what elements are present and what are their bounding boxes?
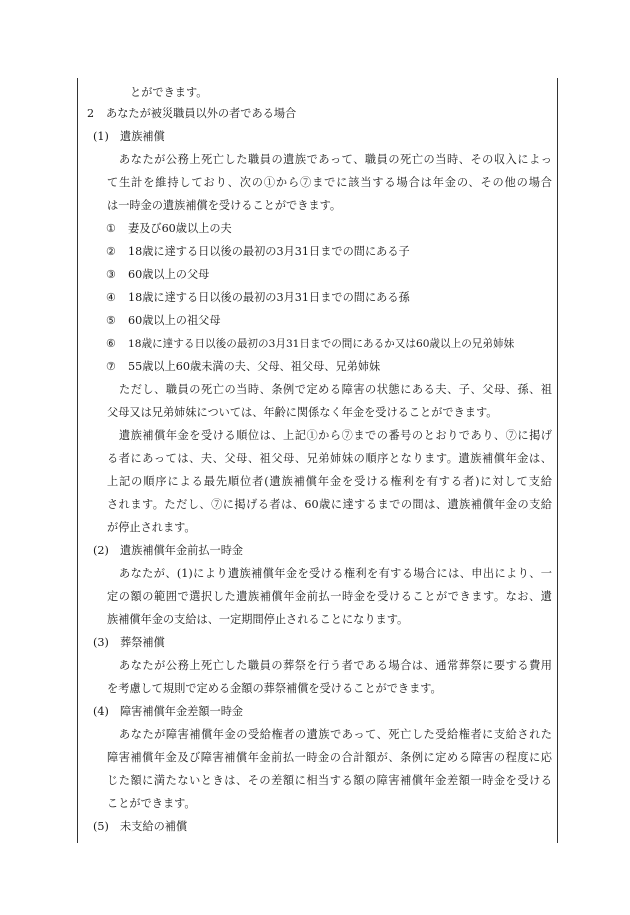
subsection-2-title: 遺族補償年金前払一時金 [120, 544, 244, 557]
subsection-3-title: 葬祭補償 [120, 636, 165, 649]
paragraph-line: 遺族補償年金を受ける順位は、上記①から⑦までの番号のとおりであり、⑦に掲げ [119, 429, 552, 442]
paragraph-line: あなたが障害補償年金の受給権者の遺族であって、死亡した受給権者に支給された [119, 728, 552, 741]
list-item-text: 妻及び60歳以上の夫 [128, 222, 232, 235]
list-item-mark: ② [106, 245, 117, 258]
paragraph-line: が停止されます。 [107, 521, 196, 534]
list-item-text: 55歳以上60歳未満の夫、父母、祖父母、兄弟姉妹 [128, 360, 381, 373]
paragraph-line: あなたが、(1)により遺族補償年金を受ける権利を有する場合には、申出により、一 [119, 567, 552, 580]
paragraph-line: 上記の順序による最先順位者(遺族補償年金を受ける権利を有する者)に対して支給 [107, 475, 552, 488]
paragraph-line: あなたが公務上死亡した職員の葬祭を行う者である場合は、通常葬祭に要する費用 [119, 659, 552, 672]
list-item-mark: ⑥ [106, 337, 117, 350]
section-2-title: あなたが被災職員以外の者である場合 [106, 107, 297, 120]
list-item-text: 18歳に達する日以後の最初の3月31日までの間にあるか又は60歳以上の兄弟姉妹 [128, 338, 515, 350]
paragraph-line: ことができます。 [107, 797, 196, 810]
section-2-number: 2 [87, 107, 95, 120]
list-item-mark: ⑤ [106, 314, 117, 327]
paragraph-line: されます。ただし、⑦に掲げる者は、60歳に達するまでの間は、遺族補償年金の支給 [107, 498, 552, 511]
subsection-3-number: (3) [93, 636, 109, 649]
paragraph-line: じた額に満たないときは、その差額に相当する額の障害補償年金差額一時金を受ける [107, 774, 552, 787]
paragraph-line: を考慮して規則で定める金額の葬祭補償を受けることができます。 [107, 682, 442, 695]
list-item-mark: ⑦ [106, 360, 117, 373]
list-item-text: 60歳以上の祖父母 [128, 314, 221, 327]
subsection-2-number: (2) [93, 544, 109, 557]
list-item-mark: ① [106, 222, 117, 235]
subsection-5-title: 未支給の補償 [120, 820, 188, 833]
paragraph-line: 族補償年金の支給は、一定期間停止されることになります。 [107, 613, 409, 626]
paragraph-line: て生計を維持しており、次の①から⑦までに該当する場合は年金の、その他の場合 [107, 176, 552, 189]
subsection-4-number: (4) [93, 705, 109, 718]
paragraph-line: 定の額の範囲で選択した遺族補償年金前払一時金を受けることができます。なお、遺 [107, 590, 552, 603]
paragraph-line: る者にあっては、夫、父母、祖父母、兄弟姉妹の順序となります。遺族補償年金は、 [107, 452, 552, 465]
continuation-text: とができます。 [130, 86, 208, 99]
subsection-5-number: (5) [93, 820, 109, 833]
list-item-text: 18歳に達する日以後の最初の3月31日までの間にある子 [128, 245, 410, 258]
paragraph-line: ただし、職員の死亡の当時、条例で定める障害の状態にある夫、子、父母、孫、祖 [119, 383, 552, 396]
paragraph-line: は一時金の遺族補償を受けることができます。 [107, 199, 342, 212]
subsection-4-title: 障害補償年金差額一時金 [120, 705, 244, 718]
subsection-1-title: 遺族補償 [120, 130, 165, 143]
list-item-text: 60歳以上の父母 [128, 268, 210, 281]
subsection-1-number: (1) [93, 130, 109, 143]
list-item-mark: ④ [106, 291, 117, 304]
paragraph-line: 障害補償年金及び障害補償年金前払一時金の合計額が、条例に定める障害の程度に応 [107, 751, 552, 764]
list-item-mark: ③ [106, 268, 117, 281]
paragraph-line: あなたが公務上死亡した職員の遺族であって、職員の死亡の当時、その収入によっ [119, 153, 552, 166]
list-item-text: 18歳に達する日以後の最初の3月31日までの間にある孫 [128, 291, 410, 304]
paragraph-line: 父母又は兄弟姉妹については、年齢に関係なく年金を受けることができます。 [107, 406, 498, 419]
